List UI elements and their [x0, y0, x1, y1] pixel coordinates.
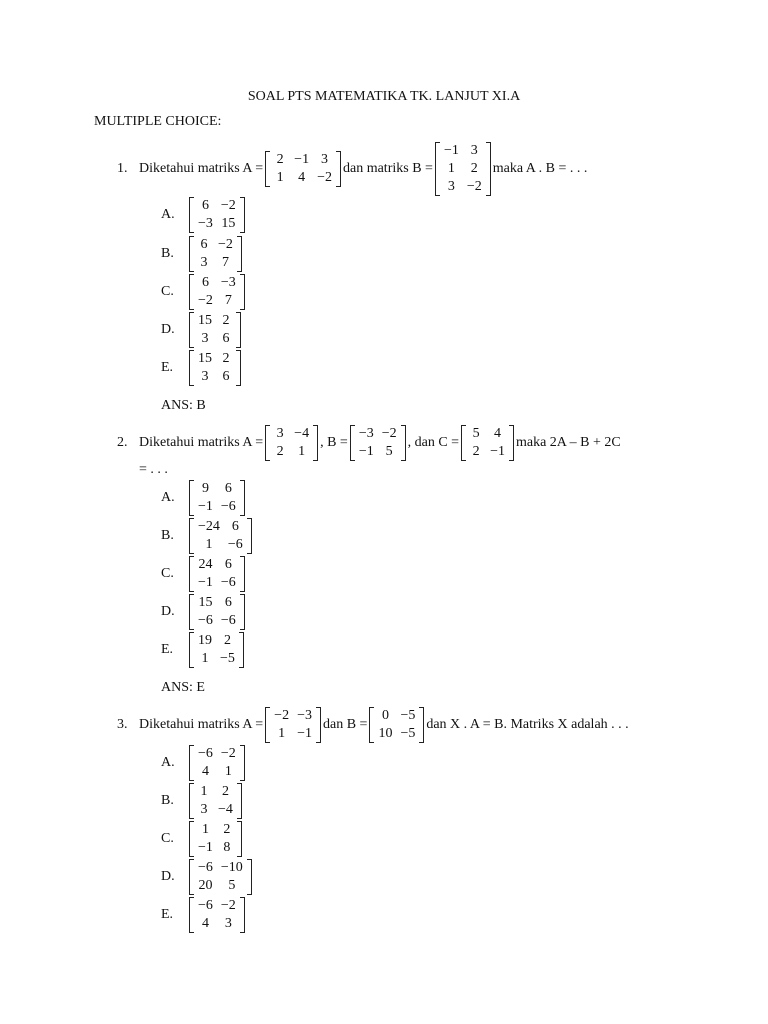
matrix-cell: −6 [227, 537, 243, 552]
matrix-a [265, 151, 341, 187]
matrix-b [369, 707, 424, 743]
matrix-cell: −24 [198, 519, 220, 534]
matrix-cell: −2 [466, 179, 482, 194]
matrix-cell: −5 [400, 708, 416, 723]
question-text: maka 2A – B + 2C [515, 435, 621, 450]
matrix-cell: 6 [201, 275, 209, 290]
matrix-cell: 1 [224, 764, 232, 779]
matrix-cell: 4 [201, 764, 209, 779]
matrix-cell: 6 [201, 198, 209, 213]
matrix-b [350, 425, 406, 461]
matrix-cell: 6 [222, 331, 230, 346]
option-matrix [189, 312, 241, 348]
option-c[interactable] [161, 274, 247, 310]
question-number: 2. [117, 435, 128, 450]
matrix-cell: 1 [276, 170, 284, 185]
option-matrix [189, 518, 252, 554]
option-matrix [189, 632, 244, 668]
matrix-cell: 1 [298, 444, 306, 459]
matrix-cell: −4 [218, 802, 233, 817]
matrix-cell: −3 [198, 216, 213, 231]
question-continuation: = . . . [139, 462, 168, 477]
option-matrix [189, 236, 242, 272]
matrix-cell: 3 [321, 152, 329, 167]
matrix-cell: 8 [223, 840, 231, 855]
option-c[interactable] [161, 556, 247, 592]
matrix-c [461, 425, 514, 461]
matrix-cell: −1 [443, 143, 459, 158]
matrix-cell: −1 [198, 499, 213, 514]
matrix-cell: −2 [274, 708, 290, 723]
option-label: C. [161, 566, 174, 581]
matrix-cell: 3 [224, 916, 232, 931]
option-b[interactable] [161, 236, 244, 272]
option-label: E. [161, 360, 174, 375]
question-number: 3. [117, 717, 128, 732]
matrix-cell: −2 [381, 426, 397, 441]
matrix-cell: 20 [198, 878, 213, 893]
matrix-cell: −5 [220, 651, 235, 666]
matrix-cell: 1 [201, 651, 209, 666]
option-d[interactable] [161, 312, 243, 348]
matrix-cell: 4 [298, 170, 306, 185]
answer-key: ANS: B [161, 398, 206, 413]
matrix-cell: 2 [472, 444, 480, 459]
matrix-cell: 7 [221, 255, 229, 270]
matrix-cell: 10 [378, 726, 393, 741]
question-text: Diketahui matriks A = [139, 161, 264, 176]
option-matrix [189, 197, 245, 233]
option-e[interactable] [161, 897, 247, 933]
matrix-cell: 4 [494, 426, 502, 441]
question-3 [117, 706, 629, 744]
option-label: D. [161, 322, 175, 337]
matrix-cell: 2 [223, 822, 231, 837]
section-heading: MULTIPLE CHOICE: [94, 114, 222, 129]
answer-key: ANS: E [161, 680, 205, 695]
matrix-cell: −3 [358, 426, 374, 441]
question-text: Diketahui matriks A = [139, 717, 264, 732]
question-2 [117, 424, 621, 462]
question-text: dan B = [322, 717, 368, 732]
matrix-cell: 2 [470, 161, 478, 176]
option-matrix [189, 821, 242, 857]
matrix-cell: 2 [222, 351, 230, 366]
option-matrix [189, 783, 242, 819]
option-e[interactable] [161, 350, 243, 386]
option-matrix [189, 350, 241, 386]
question-text: , dan C = [407, 435, 460, 450]
matrix-cell: 3 [470, 143, 478, 158]
matrix-cell: −1 [294, 152, 310, 167]
matrix-cell: −6 [198, 898, 213, 913]
matrix-cell: −6 [220, 613, 236, 628]
option-label: E. [161, 907, 174, 922]
option-a[interactable] [161, 480, 247, 516]
matrix-cell: −3 [220, 275, 236, 290]
matrix-cell: −3 [297, 708, 312, 723]
matrix-cell: 5 [385, 444, 393, 459]
matrix-cell: 2 [222, 313, 230, 328]
matrix-cell: 1 [201, 822, 209, 837]
matrix-cell: 6 [200, 237, 208, 252]
matrix-cell: 6 [231, 519, 239, 534]
matrix-cell: 1 [200, 784, 208, 799]
matrix-cell: −5 [400, 726, 416, 741]
matrix-cell: 2 [276, 444, 284, 459]
question-text: Diketahui matriks A = [139, 435, 264, 450]
matrix-b [435, 142, 491, 196]
option-matrix [189, 594, 245, 630]
matrix-cell: 5 [228, 878, 236, 893]
matrix-cell: −1 [490, 444, 505, 459]
option-b[interactable] [161, 518, 254, 554]
page-title: SOAL PTS MATEMATIKA TK. LANJUT XI.A [247, 89, 521, 104]
option-label: A. [161, 490, 175, 505]
option-a[interactable] [161, 745, 247, 781]
option-label: B. [161, 528, 174, 543]
option-matrix [189, 859, 252, 895]
option-label: C. [161, 284, 174, 299]
matrix-cell: −4 [294, 426, 310, 441]
matrix-cell: 7 [224, 293, 232, 308]
matrix-cell: 3 [276, 426, 284, 441]
matrix-cell: 2 [223, 633, 231, 648]
matrix-cell: 2 [276, 152, 284, 167]
option-matrix [189, 897, 245, 933]
matrix-cell: 15 [198, 313, 212, 328]
option-label: D. [161, 869, 175, 884]
option-label: A. [161, 207, 175, 222]
matrix-cell: −2 [220, 898, 236, 913]
matrix-cell: 3 [201, 369, 209, 384]
matrix-cell: 6 [224, 557, 232, 572]
matrix-cell: −6 [198, 746, 213, 761]
matrix-cell: 1 [447, 161, 455, 176]
option-label: E. [161, 642, 174, 657]
option-matrix [189, 556, 245, 592]
matrix-cell: 0 [381, 708, 389, 723]
option-label: B. [161, 246, 174, 261]
matrix-cell: 9 [201, 481, 209, 496]
matrix-cell: −2 [198, 293, 213, 308]
option-label: C. [161, 831, 174, 846]
matrix-a [265, 425, 318, 461]
matrix-cell: −2 [220, 746, 236, 761]
question-text: dan X . A = B. Matriks X adalah . . . [426, 717, 629, 732]
matrix-cell: −10 [220, 860, 243, 875]
matrix-cell: 3 [200, 802, 208, 817]
matrix-cell: 1 [278, 726, 286, 741]
option-b[interactable] [161, 783, 244, 819]
option-label: B. [161, 793, 174, 808]
matrix-cell: 4 [201, 916, 209, 931]
matrix-cell: −1 [198, 575, 213, 590]
matrix-cell: 15 [221, 216, 236, 231]
matrix-a [265, 707, 321, 743]
option-d[interactable] [161, 594, 247, 630]
matrix-cell: −2 [317, 170, 332, 185]
matrix-cell: 15 [198, 351, 212, 366]
matrix-cell: 15 [198, 595, 213, 610]
matrix-cell: 3 [200, 255, 208, 270]
matrix-cell: 6 [222, 369, 230, 384]
question-text: , B = [320, 435, 348, 450]
question-text: dan matriks B = [342, 161, 433, 176]
matrix-cell: 24 [198, 557, 213, 572]
option-a[interactable] [161, 197, 247, 233]
option-matrix [189, 745, 245, 781]
question-number: 1. [117, 161, 128, 176]
matrix-cell: 6 [224, 595, 232, 610]
question-1 [117, 144, 587, 194]
option-e[interactable] [161, 632, 246, 668]
option-label: A. [161, 755, 175, 770]
matrix-cell: 3 [447, 179, 455, 194]
matrix-cell: 19 [198, 633, 212, 648]
matrix-cell: 2 [221, 784, 229, 799]
matrix-cell: −1 [358, 444, 374, 459]
matrix-cell: −6 [220, 575, 236, 590]
option-c[interactable] [161, 821, 244, 857]
matrix-cell: −6 [198, 860, 213, 875]
matrix-cell: −2 [220, 198, 236, 213]
matrix-cell: 6 [224, 481, 232, 496]
matrix-cell: −2 [218, 237, 233, 252]
question-text: maka A . B = . . . [492, 161, 588, 176]
matrix-cell: −1 [198, 840, 213, 855]
option-matrix [189, 480, 245, 516]
matrix-cell: 5 [472, 426, 480, 441]
option-label: D. [161, 604, 175, 619]
matrix-cell: 3 [201, 331, 209, 346]
matrix-cell: 1 [205, 537, 213, 552]
option-matrix [189, 274, 245, 310]
matrix-cell: −6 [220, 499, 236, 514]
matrix-cell: −6 [198, 613, 213, 628]
matrix-cell: −1 [297, 726, 312, 741]
option-d[interactable] [161, 859, 254, 895]
